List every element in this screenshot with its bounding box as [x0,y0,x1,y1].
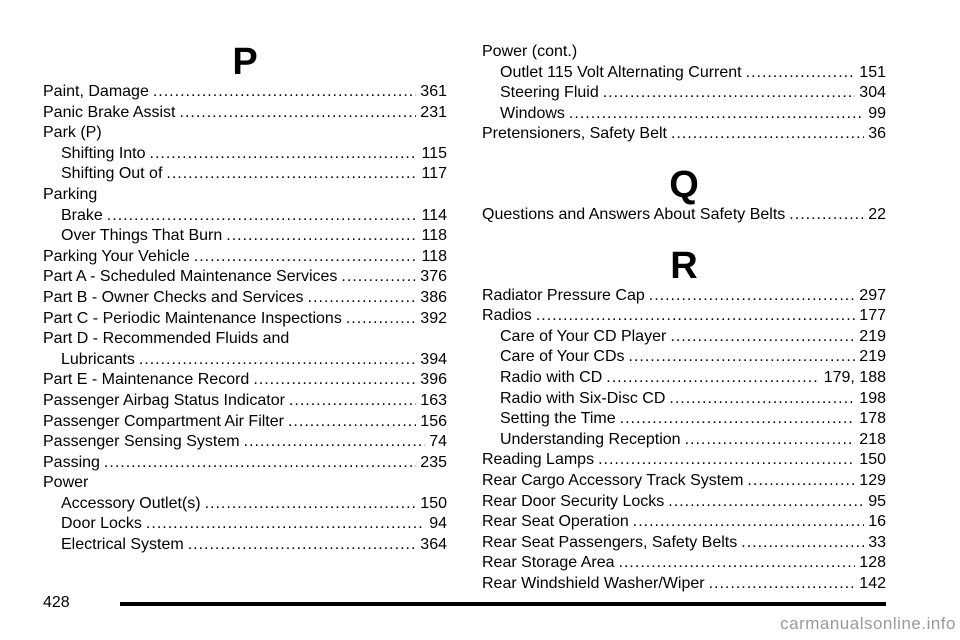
index-entry [43,82,447,103]
entry-text: Door Locks [61,515,142,533]
entry-text: Radiator Pressure Cap [482,286,645,304]
entry-page: 304 [859,84,886,102]
leader-dots [150,144,418,165]
index-column-right [482,42,886,594]
entry-text: Brake [61,206,103,224]
entry-page: 219 [859,327,886,345]
index-subentry [43,164,447,185]
index-subentry [482,430,886,451]
index-entry [43,288,447,309]
entry-page: 151 [859,63,886,81]
entry-text: Electrical System [61,536,184,554]
entry-text: Windows [500,104,565,122]
entry-page: 392 [420,309,447,327]
entry-page: 117 [421,165,447,183]
entry-page: 177 [859,307,886,325]
entry-page: 33 [868,533,886,551]
leader-dots [308,288,417,309]
leader-dots [289,391,416,412]
section-letter-p: P [232,41,258,83]
entry-page: 376 [420,268,447,286]
leader-dots [668,492,864,513]
index-entry [482,286,886,307]
entry-text: Passing [43,453,100,471]
leader-dots [746,63,856,84]
entry-text: Part D - Recommended Fluids and [43,330,290,348]
entry-page: 386 [420,288,447,306]
entry-text: Accessory Outlet(s) [61,494,201,512]
entry-text: Radio with Six-Disc CD [500,389,666,407]
entry-list-p-cont [482,42,886,145]
leader-dots [346,309,416,330]
leader-dots [205,494,417,515]
leader-dots [288,412,416,433]
entry-page: 297 [859,286,886,304]
leader-dots [341,267,416,288]
index-subentry [482,389,886,410]
leader-dots [603,83,856,104]
entry-page: 129 [859,471,886,489]
entry-text: Pretensioners, Safety Belt [482,125,667,143]
entry-text: Part B - Owner Checks and Services [43,288,304,306]
entry-list-q [482,205,886,226]
leader-dots [633,512,864,533]
entry-page: 74 [429,433,447,451]
index-subentry [43,350,447,371]
entry-text: Passenger Sensing System [43,433,240,451]
entry-text: Rear Storage Area [482,554,615,572]
entry-text: Park (P) [43,124,102,142]
entry-text: Lubricants [61,350,135,368]
index-column-left [43,42,447,556]
entry-page: 394 [420,350,447,368]
index-subentry [482,63,886,84]
index-entry [482,512,886,533]
index-subentry [43,144,447,165]
index-entry [482,450,886,471]
leader-dots [569,104,864,125]
leader-dots [244,432,426,453]
entry-text: Power (cont.) [482,43,578,60]
index-entry [43,123,447,144]
index-entry [43,391,447,412]
entry-text: Part A - Scheduled Maintenance Services [43,268,338,286]
entry-text: Radio with CD [500,368,603,386]
entry-page: 178 [859,410,886,428]
entry-page: 361 [420,83,447,100]
entry-text: Panic Brake Assist [43,103,176,121]
entry-text: Over Things That Burn [61,227,223,245]
index-subentry [43,514,447,535]
entry-page: 235 [420,453,447,471]
entry-list-p [43,82,447,556]
entry-page: 198 [859,389,886,407]
leader-dots [139,350,416,371]
leader-dots [153,82,416,103]
leader-dots [747,471,855,492]
index-subentry [43,535,447,556]
entry-page: 150 [420,494,447,512]
entry-text: Steering Fluid [500,84,599,102]
entry-page: 36 [868,125,886,143]
entry-page: 95 [868,492,886,510]
entry-text: Rear Windshield Washer/Wiper [482,574,705,592]
index-entry [482,533,886,554]
index-entry [43,103,447,124]
leader-dots [226,226,417,247]
entry-page: 179, 188 [823,368,886,386]
entry-text: Outlet 115 Volt Alternating Current [500,63,742,81]
entry-page: 118 [421,227,447,245]
leader-dots [536,306,855,327]
leader-dots [670,327,855,348]
entry-text: Paint, Damage [43,83,149,100]
leader-dots [789,205,864,226]
index-subentry [482,327,886,348]
entry-page: 156 [420,412,447,430]
leader-dots [629,347,856,368]
index-subentry [482,368,886,389]
leader-dots [620,409,856,430]
index-subentry [43,226,447,247]
leader-dots [180,103,417,124]
leader-dots [188,535,417,556]
entry-text: Rear Seat Operation [482,513,629,531]
section-letter-r: R [670,244,698,287]
leader-dots [649,286,856,307]
leader-dots [107,206,418,227]
leader-dots [598,450,855,471]
leader-dots [194,247,418,268]
index-entry [43,185,447,206]
entry-text: Rear Door Security Locks [482,492,665,510]
entry-page: 118 [421,247,447,265]
leader-dots [166,164,417,185]
entry-text: Passenger Airbag Status Indicator [43,391,285,409]
index-entry [43,309,447,330]
entry-page: 163 [420,391,447,409]
entry-text: Care of Your CDs [500,348,625,366]
index-entry [482,492,886,513]
index-entry [43,247,447,268]
leader-dots [671,124,864,145]
leader-dots [104,453,416,474]
entry-text: Questions and Answers About Safety Belts [482,205,786,223]
index-entry [43,473,447,494]
leader-dots [741,533,864,554]
entry-page: 219 [859,348,886,366]
entry-page: 115 [421,144,447,162]
entry-text: Part E - Maintenance Record [43,371,250,389]
entry-list-r [482,286,886,595]
leader-dots [253,370,416,391]
index-entry [482,553,886,574]
entry-text: Radios [482,307,532,325]
page-number: 428 [43,594,70,611]
entry-text: Part C - Periodic Maintenance Inspections [43,309,342,327]
entry-text: Parking [43,185,98,203]
entry-text: Shifting Out of [61,165,163,183]
entry-page: 128 [859,554,886,572]
entry-text: Passenger Compartment Air Filter [43,412,284,430]
index-entry [43,412,447,433]
index-entry [482,574,886,595]
index-entry [482,306,886,327]
leader-dots [619,553,856,574]
entry-page: 142 [859,574,886,592]
entry-text: Rear Cargo Accessory Track System [482,471,744,489]
index-entry [43,267,447,288]
entry-text: Understanding Reception [500,430,681,448]
entry-page: 99 [868,104,886,122]
entry-text: Setting the Time [500,410,616,428]
index-subentry [43,494,447,515]
entry-page: 231 [420,103,447,121]
index-entry [43,329,447,350]
index-entry [482,124,886,145]
section-letter-q: Q [669,163,699,206]
leader-dots [709,574,856,595]
entry-page: 396 [420,371,447,389]
entry-text: Care of Your CD Player [500,327,667,345]
index-entry [43,432,447,453]
entry-page: 94 [429,515,447,533]
entry-page: 114 [421,206,447,224]
entry-page: 16 [868,513,886,531]
entry-page: 218 [859,430,886,448]
index-subentry [482,347,886,368]
section-gap [482,226,886,246]
entry-page: 22 [868,205,886,223]
leader-dots [669,389,855,410]
section-gap [482,145,886,165]
footer-rule [120,602,886,606]
leader-dots [685,430,856,451]
index-entry [482,205,886,226]
leader-dots [606,368,819,389]
entry-text: Rear Seat Passengers, Safety Belts [482,533,738,551]
index-subentry [482,83,886,104]
watermark: carmanualsonline.info [780,614,956,633]
index-entry [482,42,886,63]
index-subentry [482,104,886,125]
index-entry [43,370,447,391]
entry-text: Power [43,474,89,492]
entry-text: Shifting Into [61,144,146,162]
index-subentry [43,206,447,227]
entry-text: Reading Lamps [482,451,595,469]
leader-dots [146,514,425,535]
entry-page: 364 [420,536,447,554]
entry-text: Parking Your Vehicle [43,247,190,265]
index-entry [482,471,886,492]
entry-page: 150 [859,451,886,469]
index-entry [43,453,447,474]
index-subentry [482,409,886,430]
